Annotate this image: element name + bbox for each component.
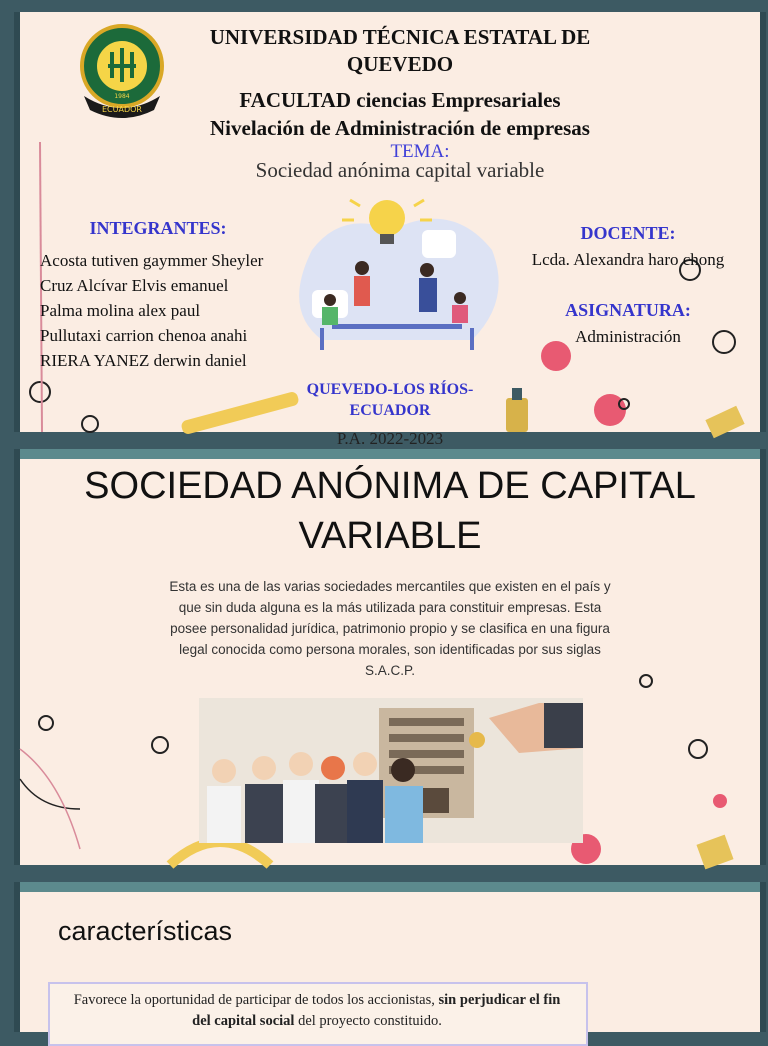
list-item: Acosta tutiven gaymmer Sheyler xyxy=(40,251,264,270)
docente-label: DOCENTE: xyxy=(580,223,676,243)
asignatura-label: ASIGNATURA: xyxy=(565,300,691,320)
business-people-image xyxy=(199,698,583,843)
course-name: Nivelación de Administración de empresas xyxy=(210,116,590,140)
list-item: Palma molina alex paul xyxy=(40,301,201,320)
text-part: del proyecto constituido. xyxy=(294,1013,442,1029)
slide-caracteristicas xyxy=(14,882,766,1032)
tema-title: Sociedad anónima capital variable xyxy=(255,158,545,182)
list-item: Cruz Alcívar Elvis emanuel xyxy=(40,276,229,295)
university-name: UNIVERSIDAD TÉCNICA ESTATAL DE QUEVEDO xyxy=(209,25,591,76)
list-item: Pullutaxi carrion chenoa anahi xyxy=(40,326,248,345)
logo-year: 1984 xyxy=(114,93,130,100)
slide-title: SOCIEDAD ANÓNIMA DE CAPITAL VARIABLE xyxy=(84,465,696,557)
text-bold: sin perjudicar el fin del capital social xyxy=(192,992,561,1029)
tema-label: TEMA: xyxy=(390,141,450,162)
definition-text: Esta es una de las varias sociedades mercantiles que existen en el país y que sin duda alguna es la más utilizada para constituir empresas. Esta posee personalidad jurídica, patrimonio propio y se clasifica en una figura legal conocida como persona morales, son identificadas por sus siglas S.A.C.P. xyxy=(169,579,611,678)
slide-title: características xyxy=(58,916,233,946)
caracteristica-text xyxy=(64,990,570,1032)
city-label: QUEVEDO-LOS RÍOS-ECUADOR xyxy=(306,381,474,419)
logo-text: ECUADOR xyxy=(102,105,142,114)
integrantes-list xyxy=(40,248,276,373)
asignatura-name: Administración xyxy=(575,327,681,346)
slide-title xyxy=(14,12,766,448)
list-item: RIERA YANEZ derwin daniel xyxy=(40,351,247,370)
text-part: Favorece la oportunidad de participar de todos los accionistas, xyxy=(73,992,439,1008)
docente-name: Lcda. Alexandra haro chong xyxy=(531,250,725,269)
integrantes-label: INTEGRANTES: xyxy=(89,218,227,238)
faculty-name: FACULTAD ciencias Empresariales xyxy=(239,88,561,112)
team-illustration xyxy=(282,190,512,360)
slide-border xyxy=(20,882,760,892)
slide-definition xyxy=(14,449,766,865)
period-label: P.A. 2022-2023 xyxy=(336,429,444,448)
university-logo xyxy=(74,22,170,122)
